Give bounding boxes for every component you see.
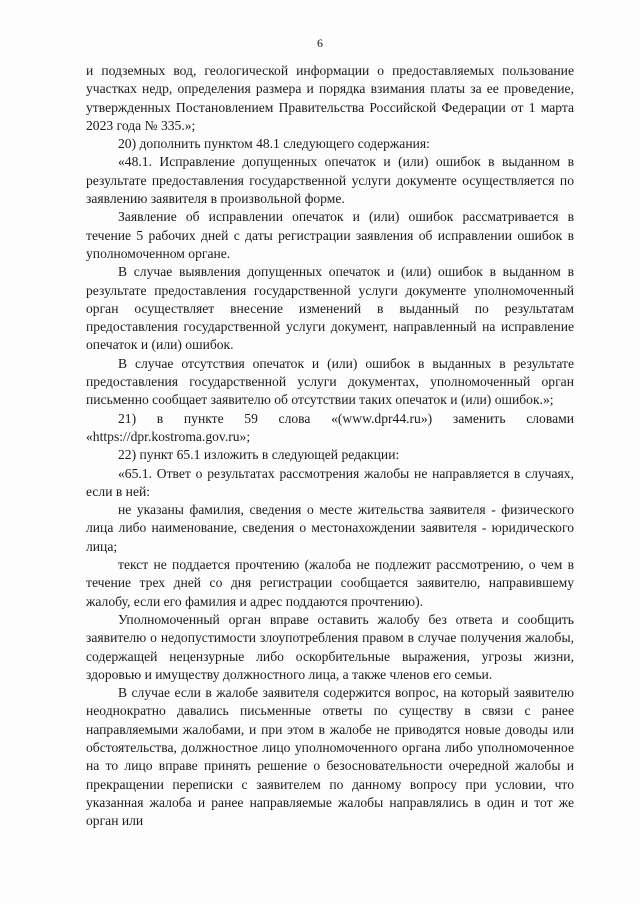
paragraph-item-21: 21) в пункте 59 слова «(www.dpr44.ru») заменить словами «https://dpr.kostroma.gov.ru»;: [86, 410, 574, 444]
paragraph-clause-48-1: «48.1. Исправление допущенных опечаток и (или) ошибок в выданном в результате предоставления государственной услуги документе осуществляется по заявлению заявителя в произвольной форме.: [86, 154, 574, 207]
paragraph-repeated-complaint: В случае если в жалобе заявителя содержится вопрос, на который заявителю неоднократно давались письменные ответы по существу в связи с ранее направляемыми жалобами, и при этом в жалобе не приводятся новые доводы или обстоятельства, должностное лицо уполномоченного органа либо уполномоченное на то лицо вправе принять решение о безосновательности очередной жалобы и прекращении переписки с заявителем по данному вопросу при условии, что указанная жалоба и ранее направляемые жалобы направлялись в один и тот же орган или: [86, 685, 574, 829]
paragraph-item-20: 20) дополнить пунктом 48.1 следующего содержания:: [118, 136, 430, 152]
page-number: 6: [317, 36, 323, 50]
paragraph-clause-65-1: «65.1. Ответ о результатах рассмотрения жалобы не направляется в случаях, если в ней:: [86, 465, 574, 499]
paragraph-errors-absent: В случае отсутствия опечаток и (или) ошибок в выданных в результате предоставления государственной услуги документах, уполномоченный орган письменно сообщает заявителю об отсутствии таких опечаток и (или) ошибок.»;: [86, 355, 574, 408]
paragraph-application-review: Заявление об исправлении опечаток и (или) ошибок рассматривается в течение 5 рабочих дней с даты регистрации заявления об исправлении ошибок в уполномоченном органе.: [86, 209, 574, 261]
paragraph-abusive-complaint: Уполномоченный орган вправе оставить жалобу без ответа и сообщить заявителю о недопустимости злоупотребления правом в случае получения жалобы, содержащей нецензурные либо оскорбительные выражения, угрозы жизни, здоровью и имуществу должностного лица, а также членов его семьи.: [86, 611, 574, 682]
document-body: [86, 62, 574, 830]
paragraph-continuation: и подземных вод, геологической информации о предоставляемых пользование участках недр, определения размера и порядка взимания платы за ее проведение, утвержденных Постановлением Правительства Российской Федерации от 1 марта 2023 года № 335.»;: [86, 63, 574, 133]
paragraph-unreadable-text: текст не поддается прочтению (жалоба не подлежит рассмотрению, о чем в течение трех дней со дня регистрации сообщается заявителю, направившему жалобу, если его фамилия и адрес поддаются прочтению).: [86, 557, 574, 609]
paragraph-missing-name: не указаны фамилия, сведения о месте жительства заявителя - физического лица либо наименование, сведения о местонахождении заявителя - юридического лица;: [86, 502, 574, 554]
paragraph-errors-detected: В случае выявления допущенных опечаток и (или) ошибок в выданном в результате предоставления государственной услуги документе уполномоченный орган осуществляет внесение изменений в выданный по результатам предоставления государственной услуги документ, направленный на исправление опечаток и (или) ошибок.: [86, 264, 574, 353]
paragraph-item-22: 22) пункт 65.1 изложить в следующей редакции:: [118, 447, 400, 463]
